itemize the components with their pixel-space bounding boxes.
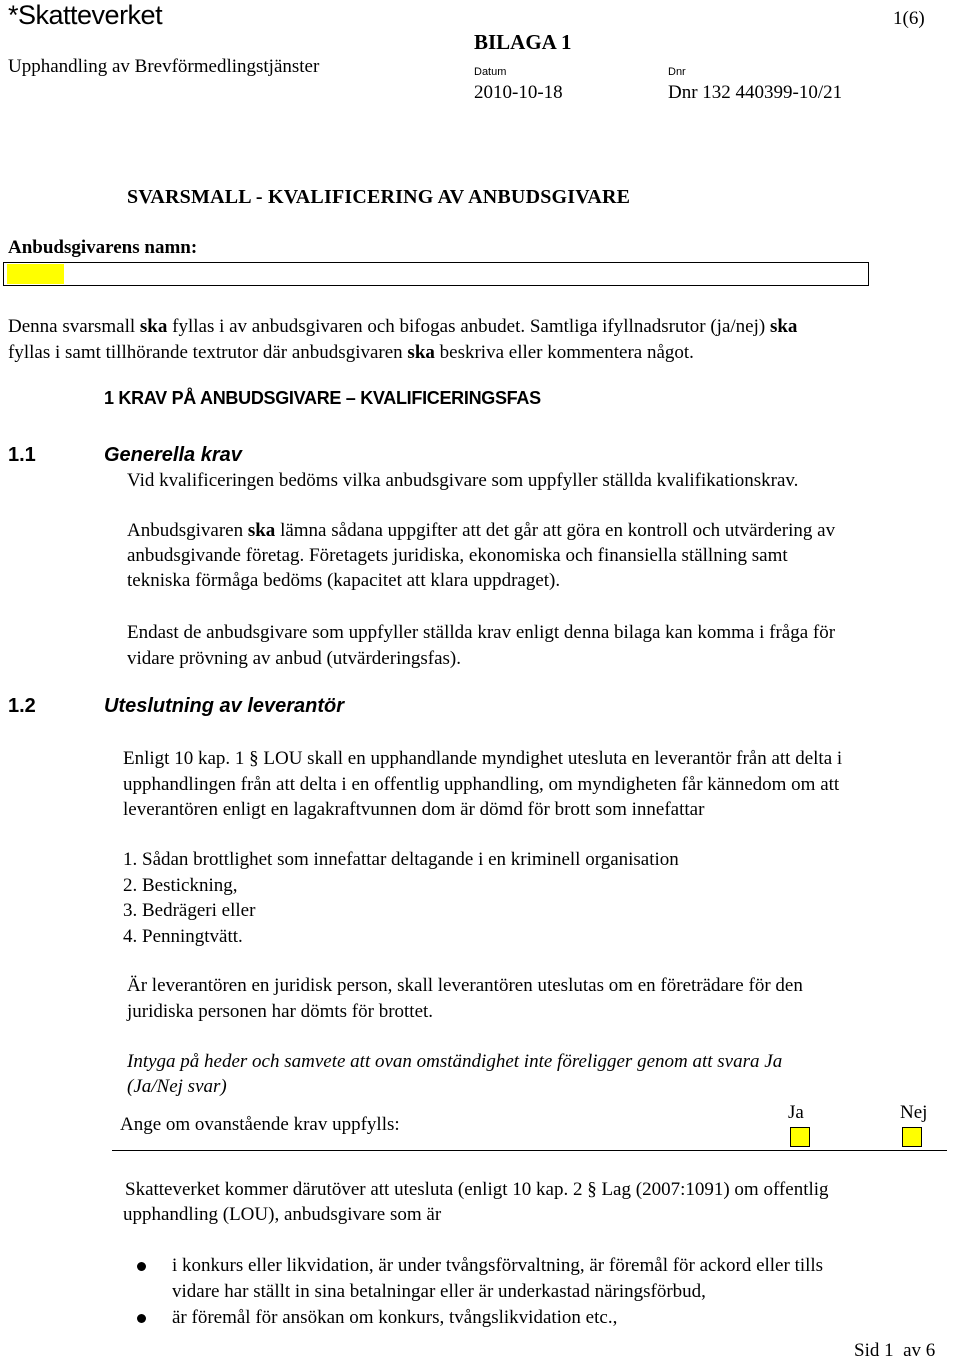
divider (112, 1150, 947, 1151)
bullet-item-line-2: vidare har ställt in sina betalningar eller är underkastad näringsförbud, (172, 1281, 706, 1302)
bullet-icon (137, 1314, 146, 1323)
section-heading: 1 KRAV PÅ ANBUDSGIVARE – KVALIFICERINGSFAS (104, 388, 541, 408)
paragraph-skatteverket-line-1: Skatteverket kommer därutöver att utesluta (enligt 10 kap. 2 § Lag (2007:1091) om offentlig (125, 1179, 829, 1200)
paragraph-lou-line-2: upphandlingen från att delta i en offentlig upphandling, om myndigheten får kännedom om att (123, 774, 840, 795)
list-item: 1. Sådan brottlighet som innefattar deltagande i en kriminell organisation (123, 849, 679, 870)
nej-checkbox[interactable] (902, 1127, 922, 1147)
logo: *Skatteverket (8, 0, 163, 30)
page-number: 1(6) (893, 8, 925, 29)
paragraph-endast-line-2: vidare prövning av anbud (utvärderingsfas). (127, 648, 461, 669)
paragraph-lou-line-3: leverantören enligt en lagakraftvunnen dom är dömd för brott som innefattar (123, 799, 705, 820)
intro-line-2: fyllas i samt tillhörande textrutor där anbudsgivaren ska beskriva eller kommentera något. (8, 342, 694, 363)
subsection-number-1-1: 1.1 (8, 444, 36, 466)
ja-label: Ja (788, 1102, 804, 1123)
document-subtitle: Upphandling av Brevförmedlingstjänster (8, 56, 320, 77)
paragraph-uppgifter-line-3: tekniska förmåga bedöms (kapacitet att klara uppdraget). (127, 570, 561, 591)
bullet-item-line-1: är föremål för ansökan om konkurs, tvångslikvidation etc., (172, 1307, 618, 1328)
paragraph-kvalificering: Vid kvalificeringen bedöms vilka anbudsgivare som uppfyller ställda kvalifikationskrav. (127, 470, 799, 491)
ange-label: Ange om ovanstående krav uppfylls: (120, 1114, 400, 1135)
paragraph-lou-line-1: Enligt 10 kap. 1 § LOU skall en upphandlande myndighet utesluta en leverantör från att delta i (123, 748, 843, 769)
list-item: 2. Bestickning, (123, 875, 238, 896)
bilaga-label: BILAGA 1 (474, 30, 572, 54)
paragraph-skatteverket-line-2: upphandling (LOU), anbudsgivare som är (123, 1204, 442, 1225)
bullet-item-line-1: i konkurs eller likvidation, är under tvångsförvaltning, är föremål för ackord eller tills (172, 1255, 824, 1276)
subsection-title-1-2: Uteslutning av leverantör (104, 695, 345, 717)
dnr-value: Dnr 132 440399-10/21 (668, 82, 843, 103)
list-item: 3. Bedrägeri eller (123, 900, 256, 921)
paragraph-juridisk-line-2: juridiska personen har dömts för brottet. (127, 1001, 434, 1022)
document-title: SVARSMALL - KVALIFICERING AV ANBUDSGIVARE (127, 186, 631, 208)
page-footer: Sid 1 av 6 (854, 1340, 936, 1361)
subsection-number-1-2: 1.2 (8, 695, 36, 717)
name-label: Anbudsgivarens namn: (8, 237, 198, 258)
paragraph-endast-line-1: Endast de anbudsgivare som uppfyller ställda krav enligt denna bilaga kan komma i fråga för (127, 622, 836, 643)
datum-value: 2010-10-18 (474, 82, 563, 103)
subsection-title-1-1: Generella krav (104, 444, 242, 466)
paragraph-uppgifter-line-2: anbudsgivande företag. Företagets juridiska, ekonomiska och finansiella ställning samt (127, 545, 788, 566)
dnr-label: Dnr (668, 66, 686, 78)
name-input[interactable] (3, 262, 869, 286)
nej-label: Nej (900, 1102, 928, 1123)
paragraph-uppgifter-line-1: Anbudsgivaren ska lämna sådana uppgifter att det går att göra en kontroll och utvärdering av (127, 520, 836, 541)
bullet-icon (137, 1262, 146, 1271)
name-input-highlight (7, 264, 64, 284)
intyg-line-1: Intyga på heder och samvete att ovan omständighet inte föreligger genom att svara Ja (127, 1051, 783, 1072)
intyg-line-2: (Ja/Nej svar) (127, 1076, 227, 1097)
ja-checkbox[interactable] (790, 1127, 810, 1147)
list-item: 4. Penningtvätt. (123, 926, 243, 947)
intro-line-1: Denna svarsmall ska fyllas i av anbudsgivaren och bifogas anbudet. Samtliga ifyllnadsrutor (ja/nej) ska (8, 316, 798, 337)
paragraph-juridisk-line-1: Är leverantören en juridisk person, skall leverantören uteslutas om en företrädare för den (127, 975, 803, 996)
datum-label: Datum (474, 66, 507, 78)
